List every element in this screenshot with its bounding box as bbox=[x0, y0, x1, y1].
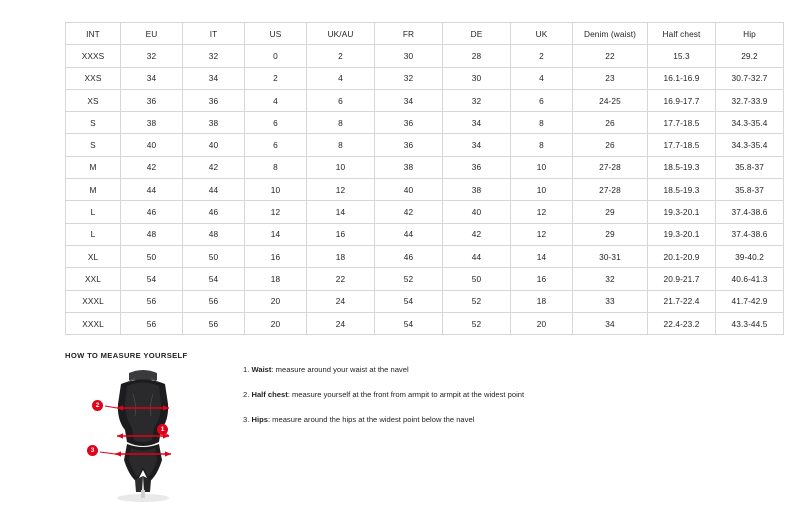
cell-half-chest: 15.3 bbox=[648, 45, 716, 67]
cell-de: 34 bbox=[443, 134, 511, 156]
cell-us: 2 bbox=[245, 67, 307, 89]
cell-uk: 14 bbox=[511, 245, 573, 267]
cell-us: 6 bbox=[245, 112, 307, 134]
cell-us: 20 bbox=[245, 290, 307, 312]
cell-de: 32 bbox=[443, 89, 511, 111]
cell-int: XXS bbox=[66, 67, 121, 89]
cell-half-chest: 20.1-20.9 bbox=[648, 245, 716, 267]
cell-de: 36 bbox=[443, 156, 511, 178]
cell-uk-au: 2 bbox=[307, 45, 375, 67]
cell-denim-waist: 26 bbox=[573, 134, 648, 156]
cell-fr: 36 bbox=[375, 112, 443, 134]
cell-uk-au: 10 bbox=[307, 156, 375, 178]
column-header-us: US bbox=[245, 23, 307, 45]
column-header-de: DE bbox=[443, 23, 511, 45]
measure-notes-list bbox=[243, 364, 723, 439]
cell-half-chest: 20.9-21.7 bbox=[648, 268, 716, 290]
cell-eu: 48 bbox=[121, 223, 183, 245]
cell-us: 18 bbox=[245, 268, 307, 290]
measure-badge-2: 2 bbox=[92, 400, 103, 411]
cell-it: 46 bbox=[183, 201, 245, 223]
cell-hip: 41.7-42.9 bbox=[716, 290, 784, 312]
measure-note-term: Hips bbox=[251, 415, 268, 424]
cell-fr: 44 bbox=[375, 223, 443, 245]
measure-note-number: 3. bbox=[243, 415, 250, 424]
cell-fr: 38 bbox=[375, 156, 443, 178]
table-row bbox=[66, 179, 784, 201]
size-chart-table bbox=[65, 22, 784, 335]
cell-eu: 36 bbox=[121, 89, 183, 111]
cell-half-chest: 17.7-18.5 bbox=[648, 134, 716, 156]
cell-half-chest: 18.5-19.3 bbox=[648, 179, 716, 201]
mannequin-figure bbox=[65, 364, 235, 504]
cell-hip: 40.6-41.3 bbox=[716, 268, 784, 290]
cell-uk-au: 16 bbox=[307, 223, 375, 245]
cell-de: 38 bbox=[443, 179, 511, 201]
cell-hip: 30.7-32.7 bbox=[716, 67, 784, 89]
cell-it: 40 bbox=[183, 134, 245, 156]
cell-uk-au: 4 bbox=[307, 67, 375, 89]
table-row bbox=[66, 67, 784, 89]
cell-half-chest: 21.7-22.4 bbox=[648, 290, 716, 312]
cell-uk-au: 8 bbox=[307, 112, 375, 134]
cell-de: 34 bbox=[443, 112, 511, 134]
cell-us: 20 bbox=[245, 312, 307, 334]
cell-de: 40 bbox=[443, 201, 511, 223]
cell-int: XXXL bbox=[66, 312, 121, 334]
cell-int: XL bbox=[66, 245, 121, 267]
cell-de: 42 bbox=[443, 223, 511, 245]
cell-uk: 12 bbox=[511, 201, 573, 223]
cell-uk-au: 12 bbox=[307, 179, 375, 201]
cell-uk: 8 bbox=[511, 134, 573, 156]
cell-us: 12 bbox=[245, 201, 307, 223]
cell-de: 52 bbox=[443, 312, 511, 334]
cell-uk: 20 bbox=[511, 312, 573, 334]
cell-hip: 35.8-37 bbox=[716, 156, 784, 178]
cell-us: 0 bbox=[245, 45, 307, 67]
cell-it: 34 bbox=[183, 67, 245, 89]
cell-us: 14 bbox=[245, 223, 307, 245]
table-row bbox=[66, 290, 784, 312]
cell-eu: 56 bbox=[121, 312, 183, 334]
cell-fr: 46 bbox=[375, 245, 443, 267]
column-header-hip: Hip bbox=[716, 23, 784, 45]
table-row bbox=[66, 156, 784, 178]
cell-fr: 36 bbox=[375, 134, 443, 156]
cell-us: 10 bbox=[245, 179, 307, 201]
cell-uk-au: 24 bbox=[307, 290, 375, 312]
cell-fr: 54 bbox=[375, 312, 443, 334]
measure-note-hips bbox=[243, 414, 723, 425]
cell-uk-au: 6 bbox=[307, 89, 375, 111]
cell-int: XXXS bbox=[66, 45, 121, 67]
size-chart-table-container bbox=[65, 22, 768, 335]
cell-uk: 4 bbox=[511, 67, 573, 89]
cell-fr: 30 bbox=[375, 45, 443, 67]
cell-eu: 34 bbox=[121, 67, 183, 89]
cell-denim-waist: 26 bbox=[573, 112, 648, 134]
cell-fr: 34 bbox=[375, 89, 443, 111]
cell-half-chest: 18.5-19.3 bbox=[648, 156, 716, 178]
cell-half-chest: 19.3-20.1 bbox=[648, 201, 716, 223]
cell-uk-au: 8 bbox=[307, 134, 375, 156]
cell-it: 44 bbox=[183, 179, 245, 201]
cell-denim-waist: 32 bbox=[573, 268, 648, 290]
cell-half-chest: 19.3-20.1 bbox=[648, 223, 716, 245]
cell-uk: 6 bbox=[511, 89, 573, 111]
cell-eu: 54 bbox=[121, 268, 183, 290]
table-row bbox=[66, 112, 784, 134]
cell-it: 48 bbox=[183, 223, 245, 245]
cell-denim-waist: 23 bbox=[573, 67, 648, 89]
cell-int: XXL bbox=[66, 268, 121, 290]
cell-it: 32 bbox=[183, 45, 245, 67]
cell-int: S bbox=[66, 112, 121, 134]
cell-denim-waist: 29 bbox=[573, 201, 648, 223]
cell-eu: 44 bbox=[121, 179, 183, 201]
cell-de: 30 bbox=[443, 67, 511, 89]
cell-hip: 32.7-33.9 bbox=[716, 89, 784, 111]
measure-note-waist bbox=[243, 364, 723, 375]
how-to-measure-section bbox=[65, 364, 735, 504]
measure-note-term: Waist bbox=[251, 365, 272, 374]
cell-de: 28 bbox=[443, 45, 511, 67]
cell-uk: 2 bbox=[511, 45, 573, 67]
cell-eu: 56 bbox=[121, 290, 183, 312]
cell-us: 16 bbox=[245, 245, 307, 267]
cell-denim-waist: 33 bbox=[573, 290, 648, 312]
column-header-eu: EU bbox=[121, 23, 183, 45]
cell-denim-waist: 22 bbox=[573, 45, 648, 67]
cell-int: S bbox=[66, 134, 121, 156]
cell-hip: 39-40.2 bbox=[716, 245, 784, 267]
cell-uk-au: 24 bbox=[307, 312, 375, 334]
cell-denim-waist: 30-31 bbox=[573, 245, 648, 267]
cell-eu: 50 bbox=[121, 245, 183, 267]
measure-note-half-chest bbox=[243, 389, 723, 400]
cell-eu: 42 bbox=[121, 156, 183, 178]
how-to-measure-title: HOW TO MEASURE YOURSELF bbox=[65, 351, 188, 360]
cell-int: XXXL bbox=[66, 290, 121, 312]
cell-uk: 10 bbox=[511, 179, 573, 201]
cell-us: 8 bbox=[245, 156, 307, 178]
table-header-row bbox=[66, 23, 784, 45]
cell-us: 4 bbox=[245, 89, 307, 111]
cell-hip: 37.4-38.6 bbox=[716, 201, 784, 223]
cell-int: M bbox=[66, 179, 121, 201]
cell-hip: 29.2 bbox=[716, 45, 784, 67]
table-row bbox=[66, 312, 784, 334]
cell-int: L bbox=[66, 201, 121, 223]
cell-it: 42 bbox=[183, 156, 245, 178]
cell-uk: 18 bbox=[511, 290, 573, 312]
cell-denim-waist: 27-28 bbox=[573, 179, 648, 201]
cell-denim-waist: 34 bbox=[573, 312, 648, 334]
table-row bbox=[66, 223, 784, 245]
cell-fr: 54 bbox=[375, 290, 443, 312]
cell-hip: 35.8-37 bbox=[716, 179, 784, 201]
cell-it: 56 bbox=[183, 290, 245, 312]
column-header-int: INT bbox=[66, 23, 121, 45]
cell-uk-au: 22 bbox=[307, 268, 375, 290]
table-row bbox=[66, 201, 784, 223]
cell-fr: 52 bbox=[375, 268, 443, 290]
measure-note-number: 1. bbox=[243, 365, 250, 374]
cell-uk: 8 bbox=[511, 112, 573, 134]
cell-half-chest: 17.7-18.5 bbox=[648, 112, 716, 134]
cell-uk: 16 bbox=[511, 268, 573, 290]
cell-eu: 46 bbox=[121, 201, 183, 223]
table-row bbox=[66, 134, 784, 156]
cell-hip: 37.4-38.6 bbox=[716, 223, 784, 245]
cell-int: L bbox=[66, 223, 121, 245]
cell-it: 50 bbox=[183, 245, 245, 267]
column-header-half-chest: Half chest bbox=[648, 23, 716, 45]
cell-denim-waist: 29 bbox=[573, 223, 648, 245]
cell-uk: 10 bbox=[511, 156, 573, 178]
cell-de: 50 bbox=[443, 268, 511, 290]
measure-note-text: : measure around your waist at the navel bbox=[271, 365, 409, 374]
cell-de: 52 bbox=[443, 290, 511, 312]
cell-uk: 12 bbox=[511, 223, 573, 245]
column-header-fr: FR bbox=[375, 23, 443, 45]
cell-denim-waist: 24-25 bbox=[573, 89, 648, 111]
cell-half-chest: 22.4-23.2 bbox=[648, 312, 716, 334]
table-row bbox=[66, 268, 784, 290]
mannequin-illustration bbox=[65, 364, 235, 504]
cell-fr: 32 bbox=[375, 67, 443, 89]
cell-fr: 40 bbox=[375, 179, 443, 201]
measure-badge-1: 1 bbox=[157, 424, 168, 435]
measure-note-number: 2. bbox=[243, 390, 250, 399]
cell-us: 6 bbox=[245, 134, 307, 156]
cell-fr: 42 bbox=[375, 201, 443, 223]
table-row bbox=[66, 89, 784, 111]
column-header-uk-au: UK/AU bbox=[307, 23, 375, 45]
cell-uk-au: 18 bbox=[307, 245, 375, 267]
cell-half-chest: 16.1-16.9 bbox=[648, 67, 716, 89]
cell-eu: 38 bbox=[121, 112, 183, 134]
cell-hip: 43.3-44.5 bbox=[716, 312, 784, 334]
cell-de: 44 bbox=[443, 245, 511, 267]
cell-hip: 34.3-35.4 bbox=[716, 112, 784, 134]
cell-it: 36 bbox=[183, 89, 245, 111]
cell-eu: 32 bbox=[121, 45, 183, 67]
cell-it: 56 bbox=[183, 312, 245, 334]
cell-int: M bbox=[66, 156, 121, 178]
table-row bbox=[66, 245, 784, 267]
measure-note-term: Half chest bbox=[251, 390, 288, 399]
measure-note-text: : measure around the hips at the widest point below the navel bbox=[267, 415, 475, 424]
cell-denim-waist: 27-28 bbox=[573, 156, 648, 178]
cell-half-chest: 16.9-17.7 bbox=[648, 89, 716, 111]
cell-eu: 40 bbox=[121, 134, 183, 156]
column-header-it: IT bbox=[183, 23, 245, 45]
cell-it: 54 bbox=[183, 268, 245, 290]
cell-hip: 34.3-35.4 bbox=[716, 134, 784, 156]
measure-badge-3: 3 bbox=[87, 445, 98, 456]
cell-int: XS bbox=[66, 89, 121, 111]
column-header-denim-waist: Denim (waist) bbox=[573, 23, 648, 45]
column-header-uk: UK bbox=[511, 23, 573, 45]
measure-note-text: : measure yourself at the front from armpit to armpit at the widest point bbox=[287, 390, 525, 399]
cell-uk-au: 14 bbox=[307, 201, 375, 223]
cell-it: 38 bbox=[183, 112, 245, 134]
table-row bbox=[66, 45, 784, 67]
